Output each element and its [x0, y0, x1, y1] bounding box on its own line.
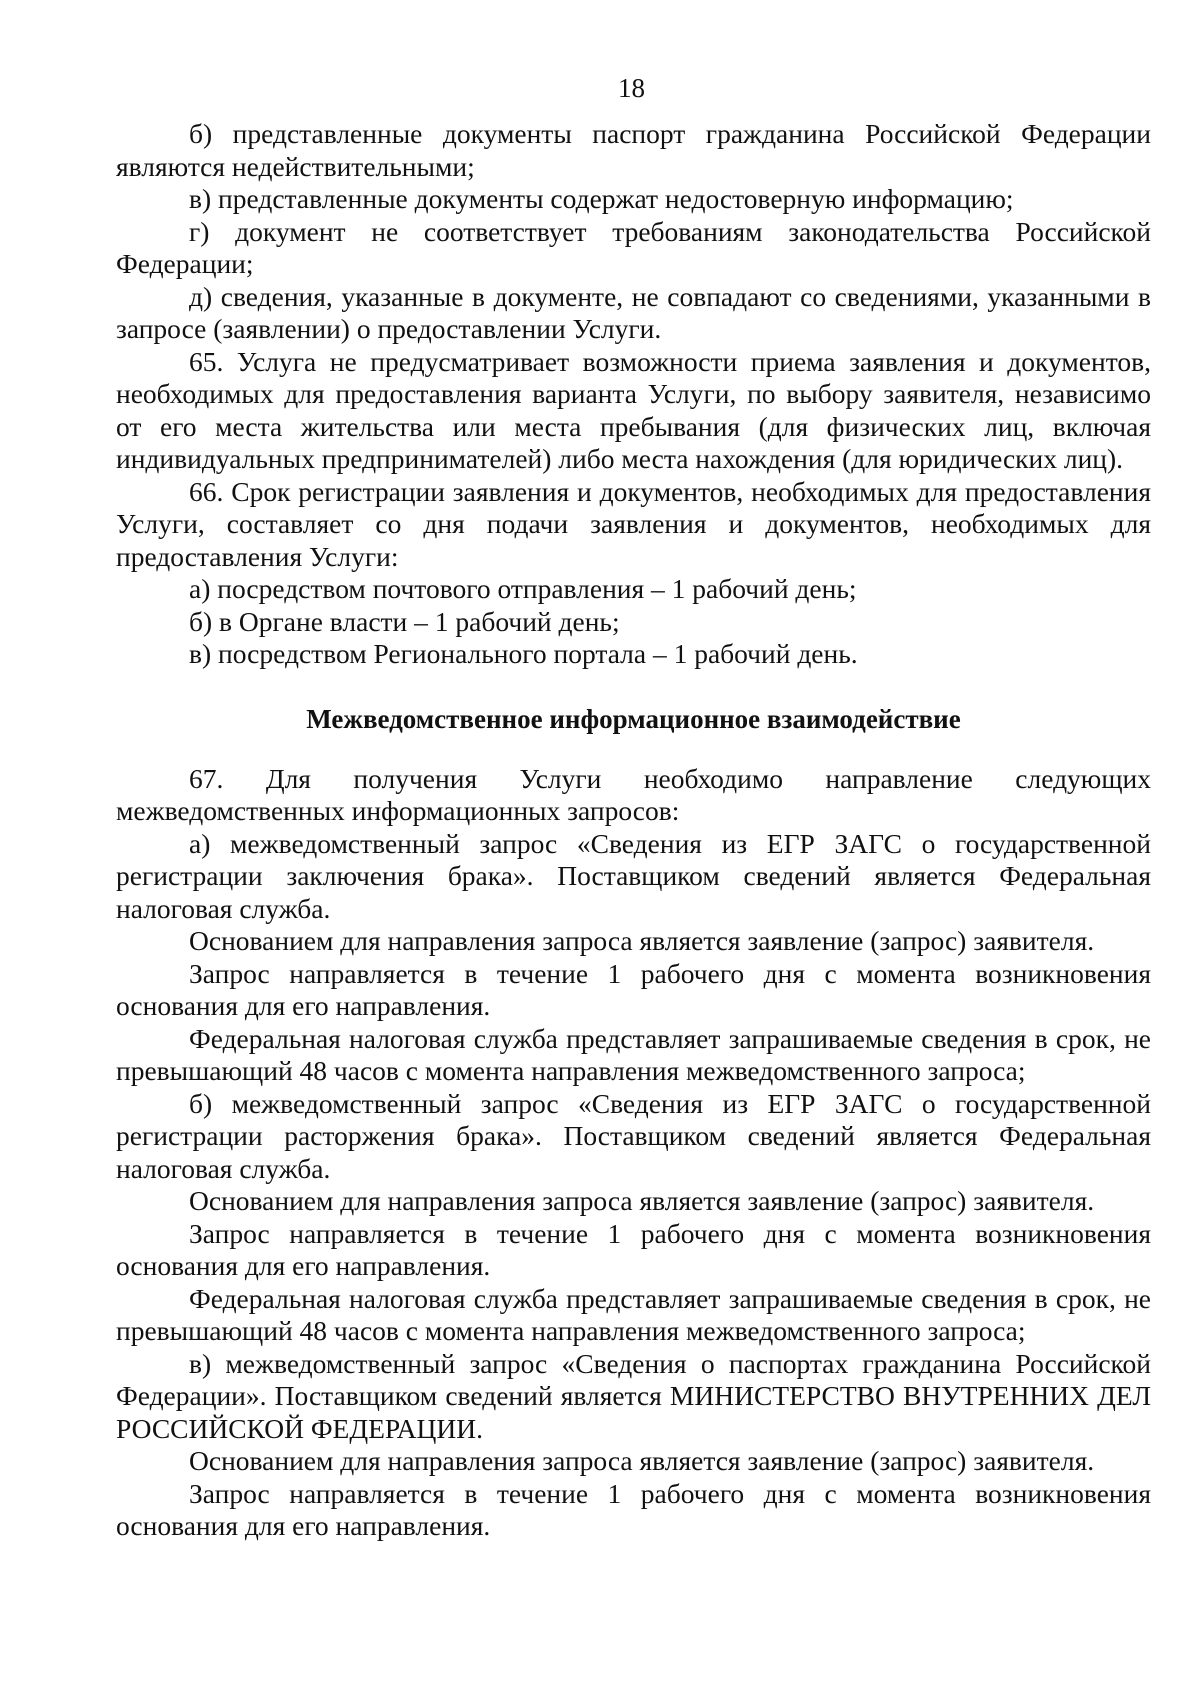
section-heading: Межведомственное информационное взаимодействие [306, 703, 961, 734]
paragraph: Основанием для направления запроса является заявление (запрос) заявителя. [189, 1185, 1095, 1216]
paragraph: 67. Для получения Услуги необходимо направление следующих межведомственных информационных запросов: [116, 762, 1151, 826]
paragraph: г) документ не соответствует требованиям законодательства Российской Федерации; [116, 215, 1151, 279]
paragraph: Основанием для направления запроса является заявление (запрос) заявителя. [189, 1445, 1095, 1476]
paragraph: 66. Срок регистрации заявления и документов, необходимых для предоставления Услуги, составляет со дня подачи заявления и документов, необходимых для предоставления Услуги: [116, 475, 1151, 572]
paragraph: Запрос направляется в течение 1 рабочего дня с момента возникновения основания для его направления. [116, 1477, 1151, 1541]
paragraph: б) представленные документы паспорт гражданина Российской Федерации являются недействительными; [116, 118, 1151, 182]
paragraph: в) посредством Регионального портала – 1 рабочий день. [189, 638, 858, 669]
paragraph: Основанием для направления запроса является заявление (запрос) заявителя. [189, 925, 1095, 956]
paragraph: а) межведомственный запрос «Сведения из ЕГР ЗАГС о государственной регистрации заключения брака». Поставщиком сведений является Федеральная налоговая служба. [116, 827, 1151, 924]
paragraph: б) межведомственный запрос «Сведения из ЕГР ЗАГС о государственной регистрации расторжения брака». Поставщиком сведений является Федеральная налоговая служба. [116, 1087, 1151, 1184]
paragraph: а) посредством почтового отправления – 1 рабочий день; [189, 573, 857, 604]
paragraph: Федеральная налоговая служба представляет запрашиваемые сведения в срок, не превышающий 48 часов с момента направления межведомственного запроса; [116, 1022, 1151, 1086]
page-number: 18 [618, 73, 645, 103]
paragraph: д) сведения, указанные в документе, не совпадают со сведениями, указанными в запросе (заявлении) о предоставлении Услуги. [116, 280, 1151, 344]
paragraph: 65. Услуга не предусматривает возможности приема заявления и документов, необходимых для предоставления варианта Услуги, по выбору заявителя, независимо от его места жительства или места пребывания (для физических лиц, включая индивидуальных предпринимателей) либо места нахождения (для юридических лиц). [116, 345, 1151, 474]
document-body [116, 118, 1151, 1543]
paragraph: б) в Органе власти – 1 рабочий день; [189, 605, 620, 637]
paragraph: Запрос направляется в течение 1 рабочего дня с момента возникновения основания для его направления. [116, 957, 1151, 1021]
paragraph: Запрос направляется в течение 1 рабочего дня с момента возникновения основания для его направления. [116, 1217, 1151, 1281]
paragraph: Федеральная налоговая служба представляет запрашиваемые сведения в срок, не превышающий 48 часов с момента направления межведомственного запроса; [116, 1282, 1151, 1346]
paragraph: в) межведомственный запрос «Сведения о паспортах гражданина Российской Федерации». Поставщиком сведений является МИНИСТЕРСТВО ВНУТРЕННИХ ДЕЛ РОССИЙСКОЙ ФЕДЕРАЦИИ. [116, 1347, 1151, 1444]
paragraph: в) представленные документы содержат недостоверную информацию; [189, 183, 1014, 214]
